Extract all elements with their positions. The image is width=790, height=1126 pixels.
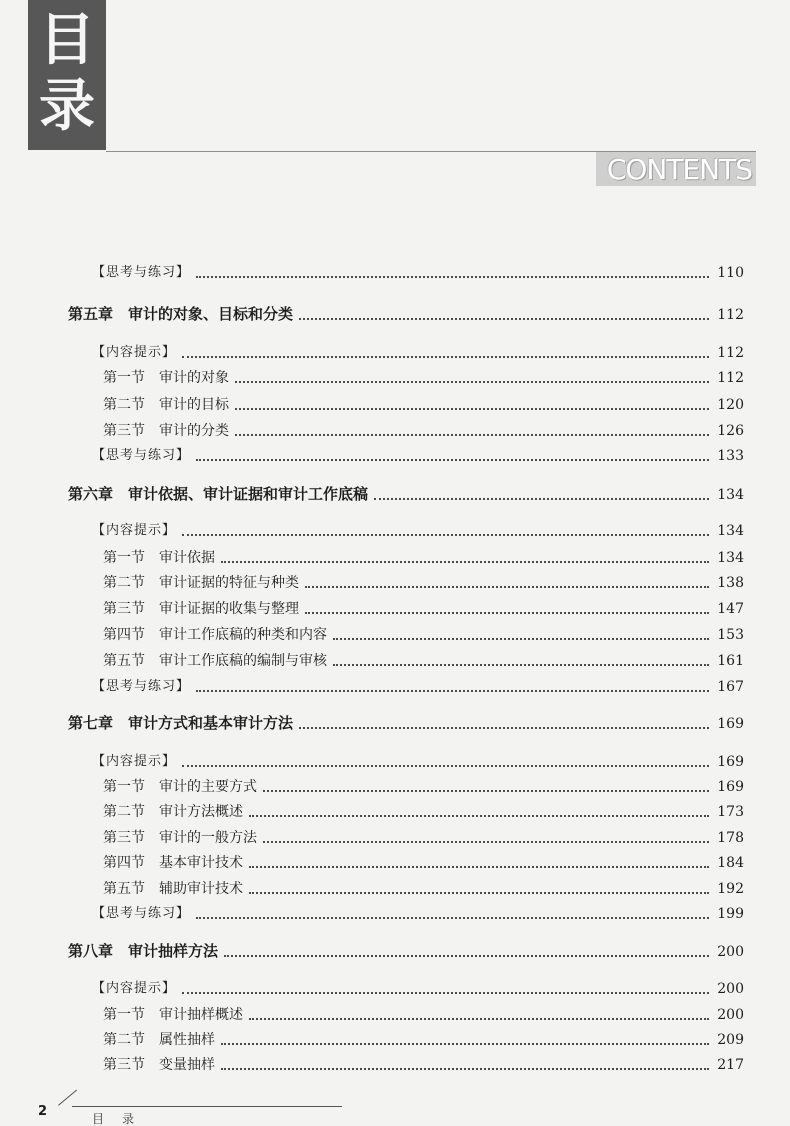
toc-entry-page: 134 [717,523,744,539]
toc-entry-label: 第二节 审计方法概述 [103,804,243,820]
toc-entry-page: 200 [717,944,744,960]
toc-entry-bracket[interactable] [0,258,790,282]
contents-heading: CONTENTS [606,153,752,186]
toc-entry-page: 209 [717,1032,744,1048]
toc-entry-label: 第二节 审计证据的特征与种类 [103,575,299,591]
dot-leader [182,356,709,358]
toc-entry-page: 153 [717,627,744,643]
dot-leader [196,459,709,461]
toc-entry-page: 110 [717,265,744,281]
toc-entry-section[interactable] [0,1000,790,1024]
dot-leader [235,434,709,436]
toc-entry-label: 【内容提示】 [92,981,177,996]
toc-entry-section[interactable] [0,1050,790,1074]
dot-leader [196,690,709,692]
dot-leader [221,1043,709,1045]
toc-entry-section[interactable] [0,797,790,821]
toc-entry-chapter[interactable] [0,937,790,961]
toc-entry-label: 【思考与练习】 [92,679,191,694]
toc-entry-section[interactable] [0,620,790,644]
toc-entry-page: 178 [717,830,744,846]
toc-entry-label: 第一节 审计的对象 [103,370,229,386]
toc-entry-page: 192 [717,881,744,897]
dot-leader [263,841,709,843]
toc-entry-label: 第五节 辅助审计技术 [103,881,243,897]
toc-entry-section[interactable] [0,416,790,440]
toc-entry-bracket[interactable] [0,899,790,923]
toc-entry-page: 167 [717,679,744,695]
dot-leader [249,866,709,868]
dot-leader [235,408,709,410]
toc-entry-section[interactable] [0,772,790,796]
toc-entry-page: 173 [717,804,744,820]
dot-leader [249,1018,709,1020]
toc-entry-page: 112 [717,307,744,323]
toc-entry-label: 第八章 审计抽样方法 [68,942,219,960]
toc-entry-label: 【内容提示】 [92,345,177,360]
dot-leader [196,276,709,278]
toc-entry-label: 【思考与练习】 [92,265,191,280]
toc-entry-label: 第五章 审计的对象、目标和分类 [68,305,294,323]
toc-entry-page: 112 [717,345,744,361]
toc-entry-chapter[interactable] [0,300,790,324]
toc-entry-label: 第七章 审计方式和基本审计方法 [68,714,294,732]
toc-entry-label: 【思考与练习】 [92,906,191,921]
toc-entry-label: 【内容提示】 [92,523,177,538]
toc-entry-label: 【内容提示】 [92,754,177,769]
toc-entry-section[interactable] [0,646,790,670]
toc-entry-bracket[interactable] [0,441,790,465]
toc-entry-page: 200 [717,1007,744,1023]
toc-entry-label: 第一节 审计的主要方式 [103,779,257,795]
toc-entry-label: 第二节 属性抽样 [103,1032,215,1048]
dot-leader [221,561,709,563]
dot-leader [196,917,709,919]
toc-entry-label: 第四节 基本审计技术 [103,855,243,871]
dot-leader [249,815,709,817]
dot-leader [305,612,709,614]
toc-entry-section[interactable] [0,823,790,847]
dot-leader [182,534,709,536]
toc-entry-page: 184 [717,855,744,871]
toc-entry-section[interactable] [0,363,790,387]
toc-entry-section[interactable] [0,390,790,414]
toc-entry-section[interactable] [0,568,790,592]
toc-entry-section[interactable] [0,543,790,567]
page-number: 2 [38,1104,48,1119]
toc-entry-bracket[interactable] [0,516,790,540]
toc-entry-bracket[interactable] [0,672,790,696]
dot-leader [224,955,709,957]
toc-entry-page: 112 [717,370,744,386]
toc-entry-page: 169 [717,754,744,770]
toc-entry-label: 第四节 审计工作底稿的种类和内容 [103,627,327,643]
toc-entry-page: 126 [717,423,744,439]
dot-leader [305,586,709,588]
dot-leader [374,498,709,500]
toc-entry-page: 147 [717,601,744,617]
toc-entry-label: 第一节 审计抽样概述 [103,1007,243,1023]
dot-leader [182,992,709,994]
toc-entry-label: 第三节 审计证据的收集与整理 [103,601,299,617]
toc-entry-label: 第一节 审计依据 [103,550,215,566]
toc-entry-page: 134 [717,487,744,503]
toc-entry-page: 133 [717,448,744,464]
toc-entry-section[interactable] [0,594,790,618]
footer-rule [72,1106,342,1107]
dot-leader [263,790,709,792]
toc-entry-page: 120 [717,397,744,413]
toc-entry-page: 161 [717,653,744,669]
toc-entry-bracket[interactable] [0,747,790,771]
toc-entry-section[interactable] [0,1025,790,1049]
dot-leader [299,318,709,320]
toc-entry-page: 169 [717,779,744,795]
toc-entry-page: 134 [717,550,744,566]
dot-leader [235,381,709,383]
dot-leader [333,664,709,666]
toc-entry-label: 第三节 变量抽样 [103,1057,215,1073]
toc-entry-bracket[interactable] [0,974,790,998]
toc-entry-label: 第五节 审计工作底稿的编制与审核 [103,653,327,669]
title-glyph-top: 目 [39,8,95,73]
dot-leader [333,638,709,640]
toc-entry-section[interactable] [0,874,790,898]
toc-entry-label: 第六章 审计依据、审计证据和审计工作底稿 [68,485,369,503]
toc-entry-section[interactable] [0,848,790,872]
toc-entry-chapter[interactable] [0,709,790,733]
toc-entry-label: 第三节 审计的分类 [103,423,229,439]
toc-entry-page: 199 [717,906,744,922]
dot-leader [249,892,709,894]
toc-entry-page: 169 [717,716,744,732]
running-title: 目录 [92,1112,153,1126]
toc-entry-label: 【思考与练习】 [92,448,191,463]
toc-entry-page: 200 [717,981,744,997]
toc-entry-page: 138 [717,575,744,591]
toc-entry-label: 第三节 审计的一般方法 [103,830,257,846]
dot-leader [182,765,709,767]
toc-entry-chapter[interactable] [0,480,790,504]
toc-entry-page: 217 [717,1057,744,1073]
toc-entry-bracket[interactable] [0,338,790,362]
dot-leader [299,727,709,729]
toc-entry-label: 第二节 审计的目标 [103,397,229,413]
dot-leader [221,1068,709,1070]
title-glyph-bottom: 录 [39,74,95,139]
